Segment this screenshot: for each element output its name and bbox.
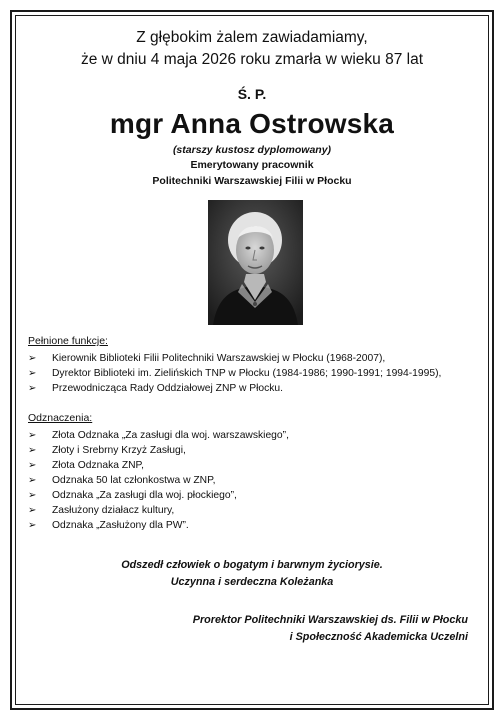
list-item: ➢ Kierownik Biblioteki Filii Politechniki Warszawskiej w Płocku (1968-2007), [28, 353, 386, 364]
signature-line-2: i Społeczność Akademicka Uczelni [289, 631, 468, 643]
list-item: ➢ Dyrektor Biblioteki im. Zielińskich TNP w Płocku (1984-1986; 1990-1991; 1994-1995), [28, 368, 442, 379]
portrait-photo [208, 200, 303, 325]
arrow-bullet-icon: ➢ [28, 383, 37, 394]
intro-line-1: Z głębokim żalem zawiadamiamy, [136, 29, 368, 46]
prefix-sp: Ś. P. [237, 86, 267, 102]
list-item: ➢ Złota Odznaka ZNP, [28, 460, 144, 471]
arrow-bullet-icon: ➢ [28, 460, 37, 471]
awards-heading: Odznaczenia: [28, 412, 93, 424]
role-line-2: Politechniki Warszawskiej Filii w Płocku [152, 175, 352, 187]
list-item: ➢ Złoty i Srebrny Krzyż Zasługi, [28, 445, 186, 456]
arrow-bullet-icon: ➢ [28, 445, 37, 456]
portrait-image [208, 200, 303, 325]
closing-line-1: Odszedł człowiek o bogatym i barwnym życiorysie. [121, 559, 383, 571]
arrow-bullet-icon: ➢ [28, 353, 37, 364]
signature-line-1: Prorektor Politechniki Warszawskiej ds. Filii w Płocku [192, 614, 468, 626]
list-item: ➢ Złota Odznaka „Za zasługi dla woj. warszawskiego”, [28, 430, 289, 441]
list-item: ➢ Przewodnicząca Rady Oddziałowej ZNP w Płocku. [28, 383, 284, 394]
arrow-bullet-icon: ➢ [28, 475, 37, 486]
role-line-1: Emerytowany pracownik [190, 159, 314, 171]
awards-list [28, 428, 478, 533]
closing-line-2: Uczynna i serdeczna Koleżanka [170, 576, 334, 588]
arrow-bullet-icon: ➢ [28, 505, 37, 516]
arrow-bullet-icon: ➢ [28, 368, 37, 379]
arrow-bullet-icon: ➢ [28, 430, 37, 441]
functions-heading: Pełnione funkcje: [28, 335, 108, 347]
deceased-name: mgr Anna Ostrowska [109, 108, 395, 139]
arrow-bullet-icon: ➢ [28, 490, 37, 501]
list-item: ➢ Zasłużony działacz kultury, [28, 505, 175, 516]
list-item: ➢ Odznaka „Za zasługi dla woj. płockiego”, [28, 490, 237, 501]
arrow-bullet-icon: ➢ [28, 520, 37, 531]
academic-title: (starszy kustosz dyplomowany) [172, 144, 332, 156]
list-item: ➢ Odznaka „Zasłużony dla PW”. [28, 520, 189, 531]
intro-line-2: że w dniu 4 maja 2026 roku zmarła w wieku 87 lat [80, 51, 424, 68]
functions-list [28, 351, 478, 396]
list-item: ➢ Odznaka 50 lat członkostwa w ZNP, [28, 475, 216, 486]
